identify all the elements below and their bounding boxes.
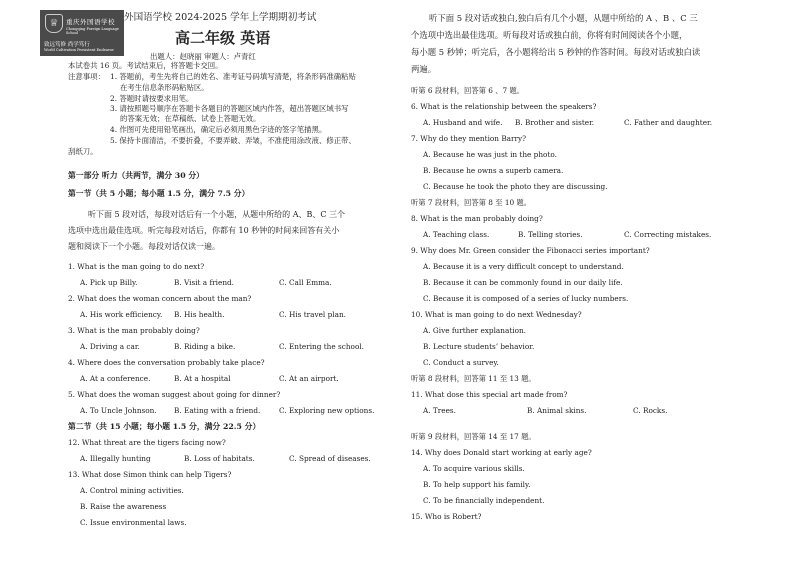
r-instructions-2: 个选项中选出最佳选项。听每段对话或独白前，你将有时间阅读各个小题，: [411, 30, 688, 40]
r-instructions-3: 每小题 5 秒钟；听完后，各小题将给出 5 秒钟的作答时间。每段对话或独白读: [411, 47, 701, 57]
question-7: 7. Why do they mention Barry?: [411, 134, 527, 143]
option-5a: A. To Uncle Johnson.: [80, 406, 157, 415]
question-10: 10. What is man going to do next Wednesday?: [411, 310, 582, 319]
option-1a: A. Pick up Billy.: [80, 278, 138, 287]
option-2a: A. His work efficiency.: [80, 310, 163, 319]
option-10b: B. Lecture students’ behavior.: [423, 342, 535, 351]
question-1: 1. What is the man going to do next?: [68, 262, 205, 271]
option-7c: C. Because he took the photo they are discussing.: [423, 182, 608, 191]
option-1b: B. Visit a friend.: [174, 278, 235, 287]
section2-heading: 第二节（共 15 小题；每小题 1.5 分，满分 22.5 分）: [68, 422, 261, 431]
option-3a: A. Driving a car.: [80, 342, 140, 351]
option-14c: C. To be financially independent.: [423, 496, 545, 505]
question-15: 15. Who is Robert?: [411, 512, 482, 521]
option-8b: B. Telling stories.: [518, 230, 583, 239]
question-5: 5. What does the woman suggest about going for dinner?: [68, 390, 281, 399]
option-12b: B. Loss of habitats.: [184, 454, 255, 463]
logo-slogan: 致远笃修 尚学笃行: [44, 42, 90, 48]
option-6a: A. Husband and wife.: [423, 118, 503, 127]
note-5a: 5. 保持卡面清洁，不要折叠，不要弄破、弄皱，不准使用涂改液、修正带、: [110, 136, 356, 145]
option-7a: A. Because he was just in the photo.: [423, 150, 557, 159]
material-6: 听第 6 段材料，回答第 6 、7 题。: [411, 86, 525, 95]
material-7: 听第 7 段材料，回答第 8 至 10 题。: [411, 198, 532, 207]
option-11a: A. Trees.: [423, 406, 456, 415]
note-3a: 3. 请按照题号顺序在答题卡各题目的答题区域内作答，超出答题区域书写: [110, 104, 349, 113]
instructions-line-1: 听下面 5 段对话，每段对话后有一个小题，从题中所给的 A、B、C 三个: [88, 210, 346, 219]
option-11b: B. Animal skins.: [527, 406, 587, 415]
option-9a: A. Because it is a very difficult concept to understand.: [423, 262, 624, 271]
option-5b: B. Eating with a friend.: [174, 406, 261, 415]
section1-heading: 第一节（共 5 小题；每小题 1.5 分，满分 7.5 分）: [68, 189, 250, 198]
exam-subject: 高二年级 英语: [175, 29, 271, 47]
option-12a: A. Illegally hunting: [80, 454, 151, 463]
logo-subtitle: Chongqing Foreign Language School: [66, 27, 119, 35]
exam-note: 本试卷共 16 页。考试结束后，将答题卡交回。: [68, 61, 223, 70]
option-10a: A. Give further explanation.: [423, 326, 526, 335]
option-6c: C. Father and daughter.: [624, 118, 713, 127]
question-2: 2. What does the woman concern about the man?: [68, 294, 252, 303]
option-7b: B. Because he owns a superb camera.: [423, 166, 564, 175]
question-8: 8. What is the man probably doing?: [411, 214, 543, 223]
option-4c: C. At an airport.: [279, 374, 339, 383]
option-13b: B. Raise the awareness: [80, 502, 167, 511]
option-10c: C. Conduct a survey.: [423, 358, 499, 367]
question-3: 3. What is the man probably doing?: [68, 326, 200, 335]
option-3c: C. Entering the school.: [279, 342, 364, 351]
option-11c: C. Rocks.: [633, 406, 668, 415]
question-4: 4. Where does the conversation probably take place?: [68, 358, 265, 367]
instructions-line-2: 选项中选出最佳选项。听完每段对话后，你都有 10 秒钟的时间来回答有关小: [68, 226, 340, 235]
instructions-line-3: 题和阅读下一个小题。每段对话仅读一遍。: [68, 242, 220, 251]
note-3b: 的答案无效；在草稿纸、试卷上答题无效。: [120, 114, 261, 123]
exam-title: 外国语学校 2024-2025 学年上学期期初考试: [124, 12, 317, 23]
r-instructions-1: 听下面 5 段对话或独白,独白后有几个小题，从题中所给的 A 、B 、C 三: [429, 13, 698, 23]
question-13: 13. What dose Simon think can help Tigers?: [68, 470, 232, 479]
crest-icon: ♕: [45, 14, 63, 33]
question-9: 9. Why does Mr. Green consider the Fibonacci series important?: [411, 246, 650, 255]
option-12c: C. Spread of diseases.: [289, 454, 371, 463]
material-9: 听第 9 段材料，回答第 14 至 17 题。: [411, 432, 536, 441]
option-14a: A. To acquire various skills.: [423, 464, 525, 473]
option-1c: C. Call Emma.: [279, 278, 332, 287]
note-1a: 1. 答题前，考生先将自己的姓名、准考证号码填写清楚，将条形码准确粘贴: [110, 72, 356, 81]
note-1b: 在考生信息条形码粘贴区。: [120, 83, 209, 92]
option-13c: C. Issue environmental laws.: [80, 518, 187, 527]
option-3b: B. Riding a bike.: [174, 342, 236, 351]
question-12: 12. What threat are the tigers facing now?: [68, 438, 226, 447]
option-2c: C. His travel plan.: [279, 310, 346, 319]
option-9c: C. Because it is composed of a series of lucky numbers.: [423, 294, 629, 303]
logo-name: 重庆外国语学校: [66, 18, 115, 26]
question-14: 14. Why does Donald start working at early age?: [411, 448, 592, 457]
note-5b: 刮纸刀。: [68, 147, 98, 156]
option-4b: B. At a hospital: [174, 374, 231, 383]
material-8: 听第 8 段材料，回答第 11 至 13 题。: [411, 374, 536, 383]
option-2b: B. His health.: [174, 310, 225, 319]
note-2: 2. 答题时请按要求用笔。: [110, 94, 194, 103]
option-8c: C. Correcting mistakes.: [624, 230, 712, 239]
notes-label: 注意事项：: [68, 72, 105, 81]
option-5c: C. Exploring new options.: [279, 406, 375, 415]
option-9b: B. Because it can be commonly found in our daily life.: [423, 278, 623, 287]
part1-heading: 第一部分 听力（共两节，满分 30 分）: [68, 171, 204, 180]
option-14b: B. To help support his family.: [423, 480, 531, 489]
option-6b: B. Brother and sister.: [515, 118, 595, 127]
question-11: 11. What dose this special art made from?: [411, 390, 568, 399]
r-instructions-4: 两遍。: [411, 64, 437, 74]
option-13a: A. Control mining activities.: [80, 486, 184, 495]
exam-authors: 出题人：赵晓丽 审题人：卢青红: [150, 52, 256, 61]
note-4: 4. 作图可先使用铅笔画出，确定后必须用黑色字迹的签字笔描黑。: [110, 125, 327, 134]
logo-slogan-en: World Cultivation Persistent Endeavor: [44, 48, 114, 52]
option-8a: A. Teaching class.: [423, 230, 490, 239]
option-4a: A. At a conference.: [80, 374, 151, 383]
school-logo: [40, 10, 124, 56]
question-6: 6. What is the relationship between the speakers?: [411, 102, 597, 111]
